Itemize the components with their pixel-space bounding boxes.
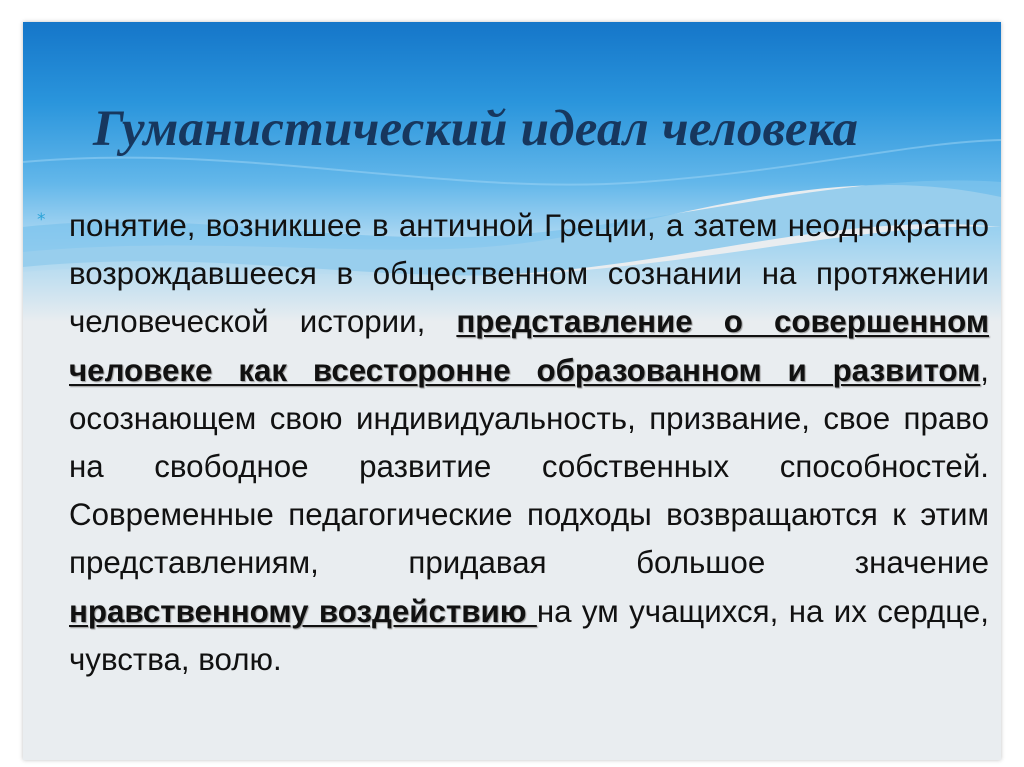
emphasized-phrase-ideal: представление о совершенном человеке как всесторонне образованном и развитом: [69, 304, 989, 388]
body-text-part-3: на ум учащихся, на их сердце, чувства, волю.: [69, 593, 989, 677]
slide-body-text: [69, 202, 989, 684]
body-text-part-2: , осознающем свою индивидуальность, призвание, свое право на свободное развитие собственных способностей. Современные педагогические подходы возвращаются к этим представлениям, придавая большое значение: [69, 352, 989, 581]
emphasized-phrase-moral: нравственному воздействию: [69, 593, 537, 629]
slide-title: Гуманистический идеал человека: [93, 101, 859, 157]
asterisk-bullet-icon: *: [37, 210, 46, 230]
presentation-slide: [23, 22, 1001, 760]
body-text-part-1: понятие, возникшее в античной Греции, а затем неоднократно возрождавшееся в общественном сознании на протяжении человеческой истории,: [69, 208, 989, 340]
